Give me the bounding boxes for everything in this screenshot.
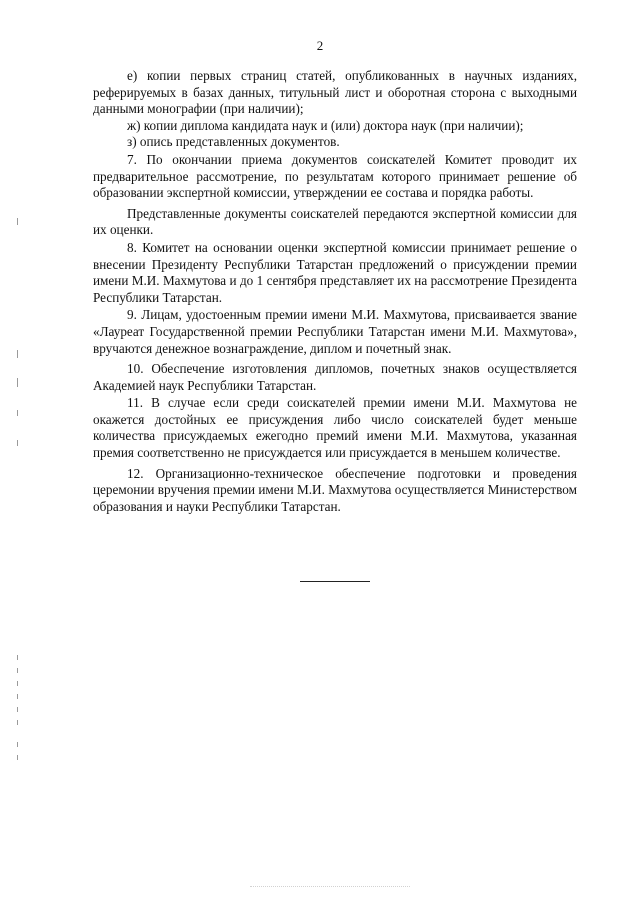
paragraph-clause-12: 12. Организационно-техническое обеспечение подготовки и проведения церемонии вручения премии имени М.И. Махмутова осуществляется Министерством образования и науки Республики Татарстан. <box>93 465 577 514</box>
document-body <box>93 68 577 515</box>
paragraph-clause-10: 10. Обеспечение изготовления дипломов, почетных знаков осуществляется Академией наук Республики Татарстан. <box>93 361 577 393</box>
scan-bottom-specks <box>250 886 410 891</box>
paragraph-clause-8: 8. Комитет на основании оценки экспертной комиссии принимает решение о внесении Президенту Республики Татарстан предложений о присуждении премии имени М.И. Махмутова и до 1 сентября представляет их на рассмотрение Президента Республики Татарстан. <box>93 239 577 305</box>
paragraph-clause-9: 9. Лицам, удостоенным премии имени М.И. Махмутова, присваивается звание «Лауреат Государственной премии Республики Татарстан имени М.И. Махмутова», вручаются денежное вознаграждение, диплом и почетный знак. <box>93 307 577 356</box>
paragraph-clause-7-continued: Представленные документы соискателей передаются экспертной комиссии для их оценки. <box>93 205 577 238</box>
paragraph-clause-7: 7. По окончании приема документов соискателей Комитет проводит их предварительное рассмотрение, по результатам которого принимает решение об образовании экспертной комиссии, утверждении ее состава и порядка работы. <box>93 151 577 201</box>
paragraph-item-zh: ж) копии диплома кандидата наук и (или) доктора наук (при наличии); <box>127 117 524 133</box>
paragraph-item-z: з) опись представленных документов. <box>127 134 340 150</box>
paragraph-item-e: е) копии первых страниц статей, опубликованных в научных изданиях, реферируемых в базах данных, титульный лист и оборотная сторона с выходными данными монографии (при наличии); <box>93 68 577 117</box>
end-of-text-rule <box>300 581 370 582</box>
scan-margin-marks <box>17 0 21 905</box>
page-number: 2 <box>316 38 324 53</box>
paragraph-clause-11: 11. В случае если среди соискателей премии имени М.И. Махмутова не окажется достойных ее присуждения либо число соискателей будет меньше количества присуждаемых ежегодно премий имени М.И. Махмутова, указанная премия соответственно не присуждается или присуждается в меньшем количестве. <box>93 395 577 461</box>
